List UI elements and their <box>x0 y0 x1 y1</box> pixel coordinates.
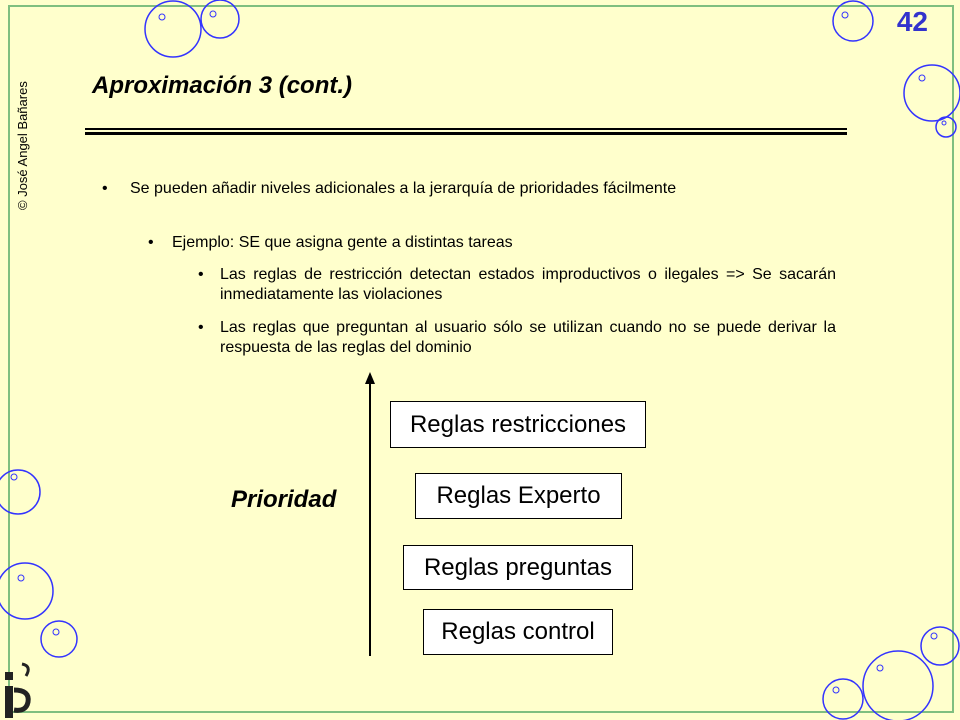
copyright-text: © José Angel Bañares <box>15 81 30 210</box>
bullet-item: • Las reglas que preguntan al usuario sólo se utilizan cuando no se puede derivar la respuesta de las reglas del dominio <box>198 319 836 356</box>
box-reglas-restricciones: Reglas restricciones <box>390 401 646 448</box>
copyright-vertical <box>9 22 33 212</box>
title-underline <box>85 128 847 130</box>
box-reglas-preguntas: Reglas preguntas <box>403 545 633 590</box>
ips-logo-icon <box>0 660 40 720</box>
bullet-item: • Ejemplo: SE que asigna gente a distintas tareas <box>172 233 836 253</box>
bullet-text: Las reglas que preguntan al usuario sólo se utilizan cuando no se puede derivar la respuesta de las reglas del dominio <box>220 319 836 356</box>
bullet-text: Ejemplo: SE que asigna gente a distintas tareas <box>172 234 513 251</box>
box-reglas-experto: Reglas Experto <box>415 473 622 519</box>
bullet-item: • Se pueden añadir niveles adicionales a la jerarquía de prioridades fácilmente <box>130 179 836 199</box>
title-underline-thick <box>85 132 847 135</box>
page-number: 42 <box>896 6 928 37</box>
bullet-text: Se pueden añadir niveles adicionales a la jerarquía de prioridades fácilmente <box>130 180 677 197</box>
box-reglas-control: Reglas control <box>423 609 613 655</box>
bullet-item: • Las reglas de restricción detectan estados improductivos o ilegales => Se sacarán inmediatamente las violaciones <box>198 266 836 303</box>
priority-arrow-icon <box>360 370 380 660</box>
priority-axis-label: Prioridad <box>231 486 337 513</box>
bullet-text: Las reglas de restricción detectan estados improductivos o ilegales => Se sacarán inmediatamente las violaciones <box>220 266 836 303</box>
slide-title: Aproximación 3 (cont.) <box>92 72 353 99</box>
